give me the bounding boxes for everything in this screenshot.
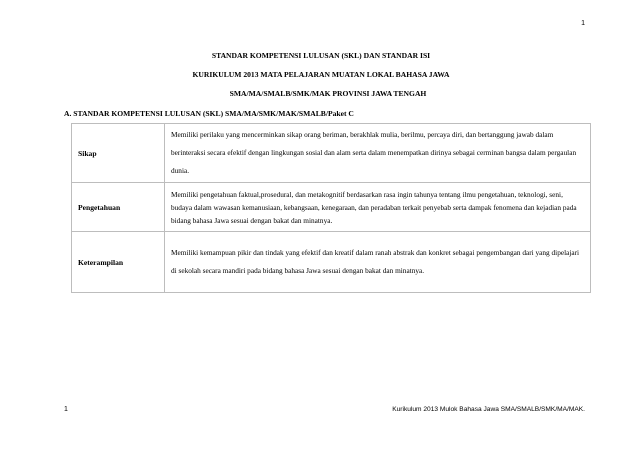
row-description: Memiliki perilaku yang mencerminkan sikap orang beriman, berakhlak mulia, berilmu, percaya diri, dan bertanggung jawab dalam berinteraksi secara efektif dengan lingkungan sosial dan alam serta dalam menempatkan dirinya sebagai cerminan bangsa dalam pergaulan dunia. [165,124,591,183]
row-description: Memiliki pengetahuan faktual,prosedural, dan metakognitif berdasarkan rasa ingin tahunya tentang ilmu pengetahuan, teknologi, seni, budaya dalam wawasan kemanusiaan, kebangsaan, kenegaraan, dan peradaban terkait penyebab serta dampak fenomena dan kejadian pada bidang bahasa Jawa sesuai dengan bakat dan minatnya. [165,183,591,232]
table-row [72,124,591,183]
table-row [72,232,591,293]
footer-text: Kurikulum 2013 Mulok Bahasa Jawa SMA/SMALB/SMK/MA/MAK. [392,406,585,413]
skl-table [71,123,591,293]
section-heading: A. STANDAR KOMPETENSI LULUSAN (SKL) SMA/MA/SMK/MAK/SMALB/Paket C [64,109,354,118]
table-row [72,183,591,232]
row-category: Pengetahuan [72,183,165,232]
row-description: Memiliki kemampuan pikir dan tindak yang efektif dan kreatif dalam ranah abstrak dan konkret sebagai pengembangan dari yang dipelajari di sekolah secara mandiri pada bidang bahasa Jawa sesuai dengan bakat dan minatnya. [165,232,591,293]
header-page-number: 1 [581,20,585,27]
title-line-1: STANDAR KOMPETENSI LULUSAN (SKL) DAN STANDAR ISI [211,51,431,60]
row-category: Sikap [72,124,165,183]
title-line-2: KURIKULUM 2013 MATA PELAJARAN MUATAN LOKAL BAHASA JAWA [192,70,450,79]
document-title [0,46,638,103]
title-line-3: SMA/MA/SMALB/SMK/MAK PROVINSI JAWA TENGAH [229,89,427,98]
row-category: Keterampilan [72,232,165,293]
footer-page-number: 1 [64,406,68,413]
